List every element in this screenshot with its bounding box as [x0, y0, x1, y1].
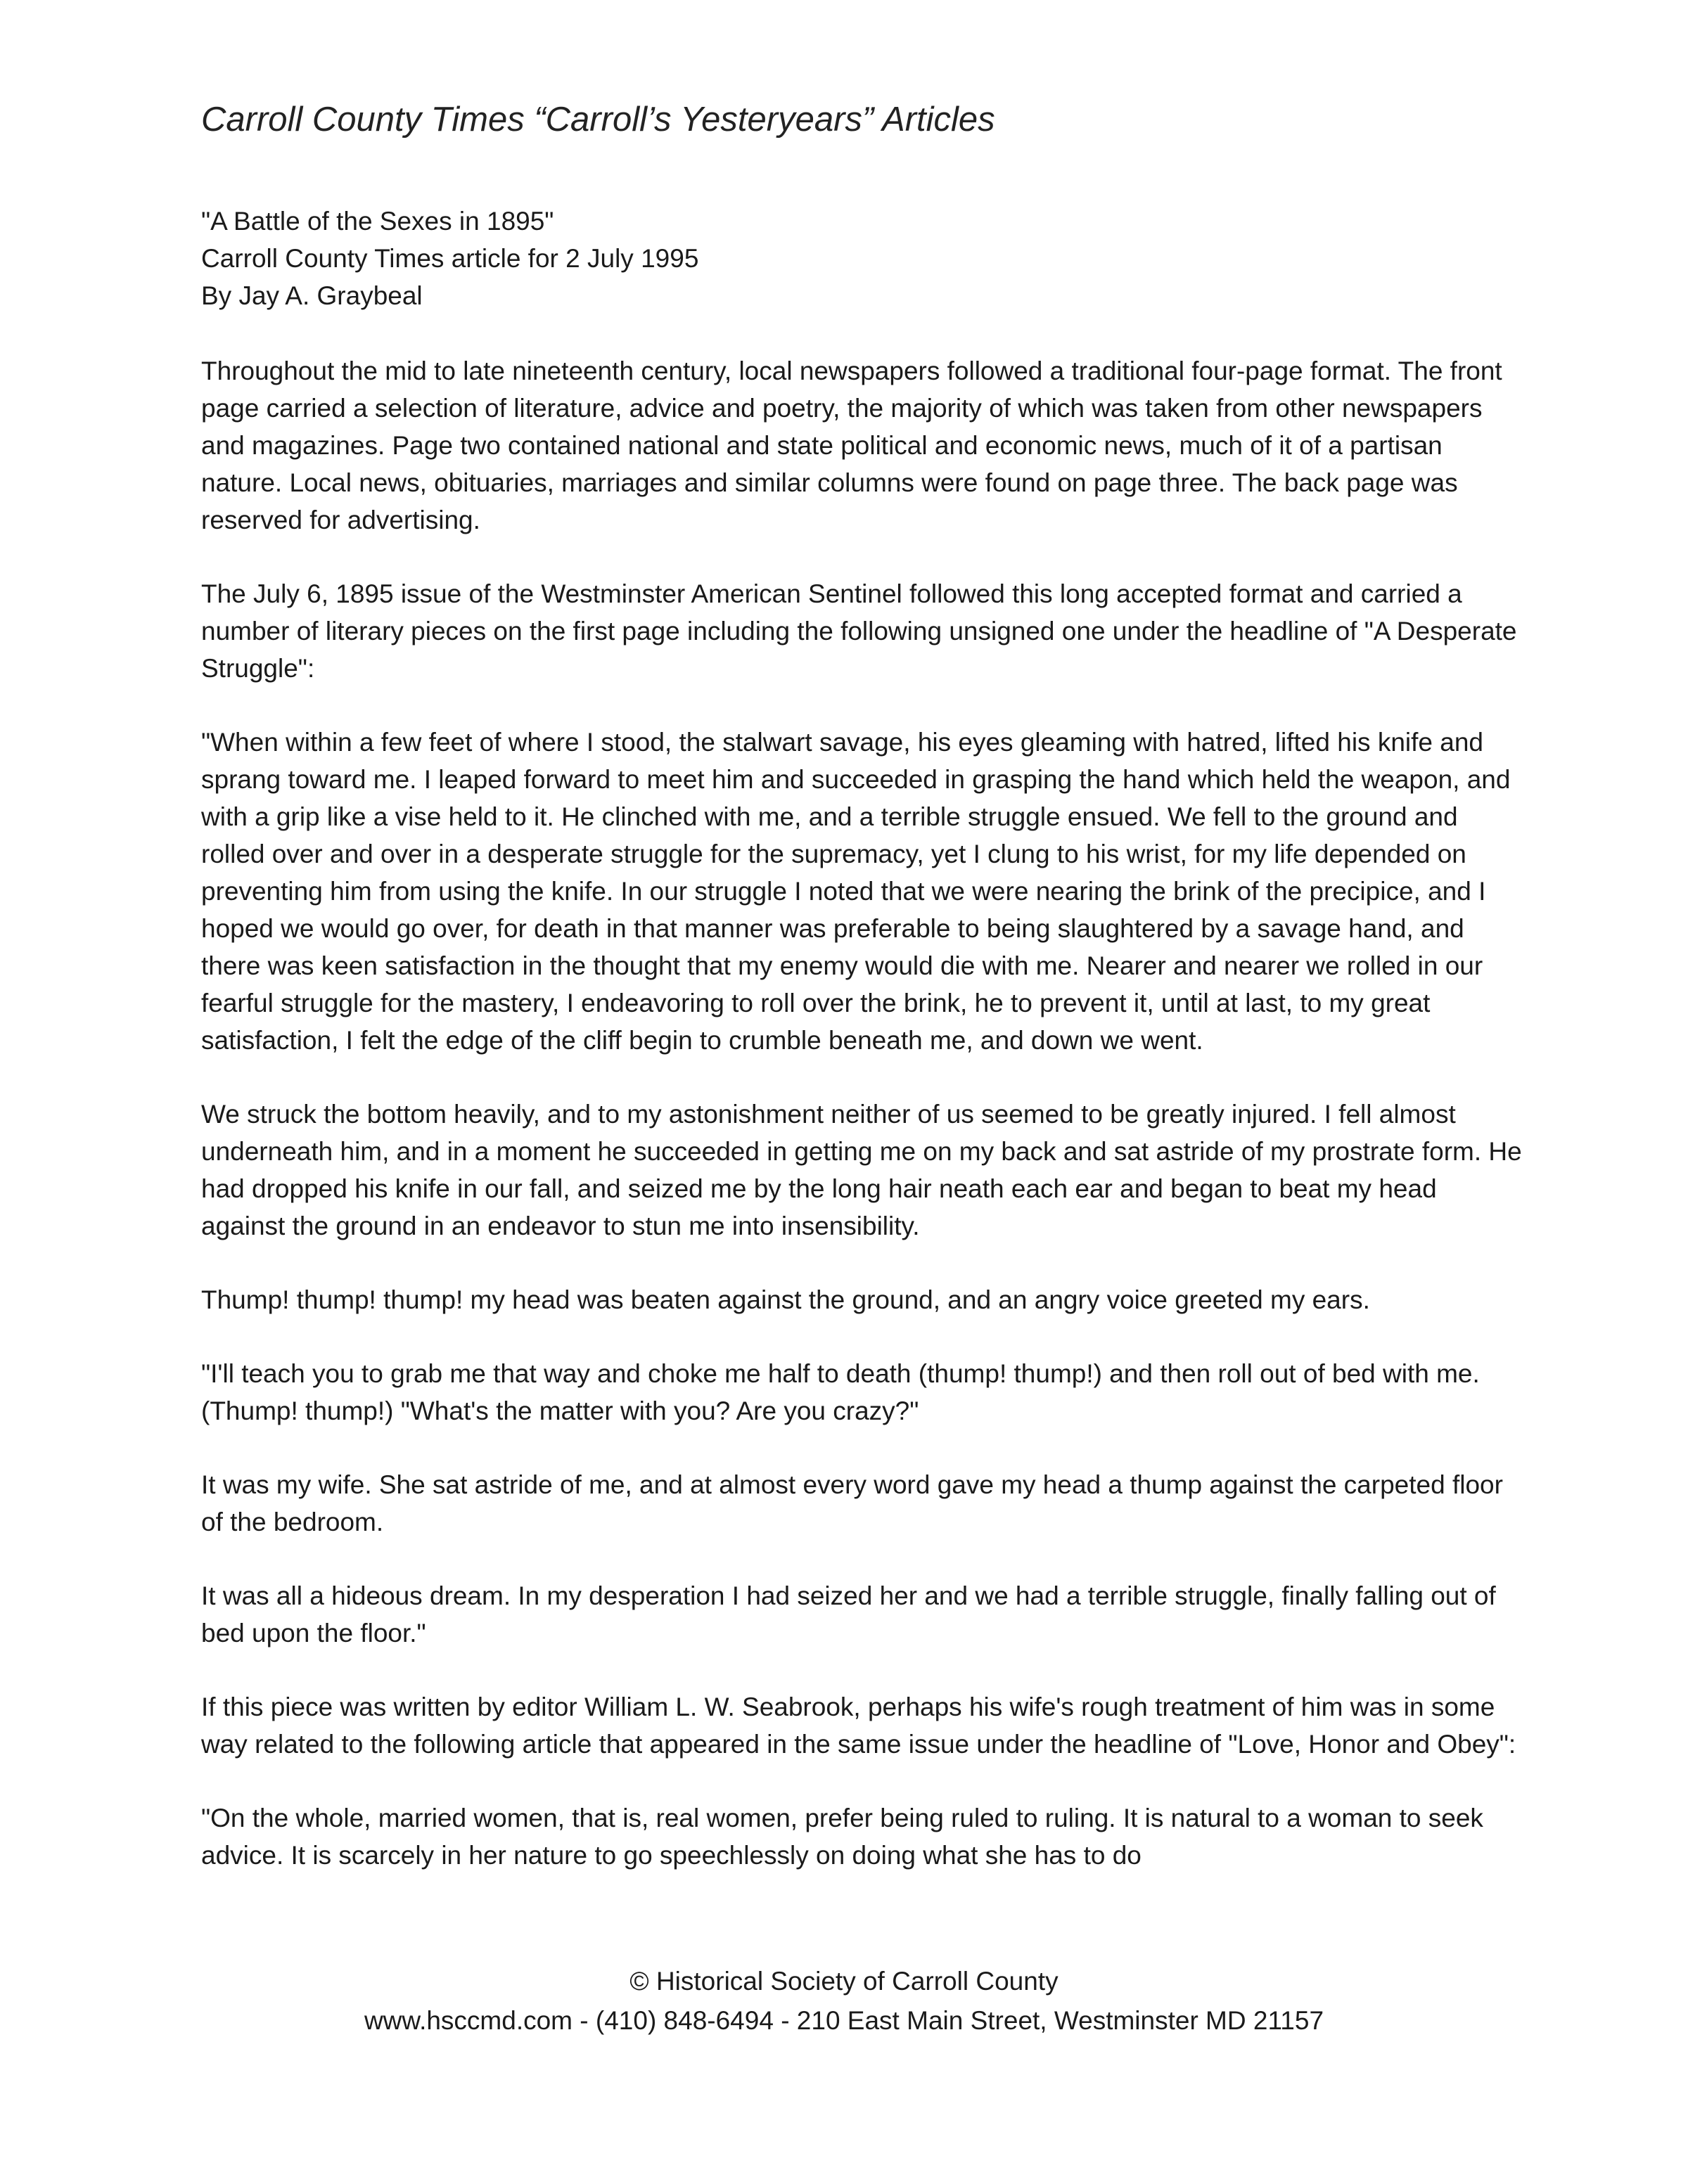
paragraph: The July 6, 1895 issue of the Westminster American Sentinel followed this long accepted format and carried a number of literary pieces on the first page including the following unsigned one under the headline of "A Desperate Struggle":	[201, 579, 1517, 683]
article-title: "A Battle of the Sexes in 1895"	[201, 207, 554, 236]
paragraph: "I'll teach you to grab me that way and choke me half to death (thump! thump!) and then roll out of bed with me. (Thump! thump!) "What's the matter with you? Are you crazy?"	[201, 1359, 1480, 1425]
series-title: Carroll County Times “Carroll’s Yesteryears” Articles	[201, 101, 995, 139]
publication-line: Carroll County Times article for 2 July 1995	[201, 244, 699, 273]
article-body	[201, 352, 1523, 1874]
page-footer	[0, 1962, 1688, 2041]
paragraph: It was my wife. She sat astride of me, and at almost every word gave my head a thump against the carpeted floor of the bedroom.	[201, 1470, 1503, 1536]
paragraph: "When within a few feet of where I stood, the stalwart savage, his eyes gleaming with hatred, lifted his knife and sprang toward me. I leaped forward to meet him and succeeded in grasping the hand which held the weapon, and with a grip like a vise held to it. He clinched with me, and a terrible struggle ensued. We fell to the ground and rolled over and over in a desperate struggle for the supremacy, yet I clung to his wrist, for my life depended on preventing him from using the knife. In our struggle I noted that we were nearing the brink of the precipice, and I hoped we would go over, for death in that manner was preferable to being slaughtered by a savage hand, and there was keen satisfaction in the thought that my enemy would die with me. Nearer and nearer we rolled in our fearful struggle for the mastery, I endeavoring to roll over the brink, he to prevent it, until at last, to my great satisfaction, I felt the edge of the cliff begin to crumble beneath me, and down we went.	[201, 728, 1511, 1055]
byline: By Jay A. Graybeal	[201, 281, 423, 310]
document-page	[201, 98, 1523, 1910]
paragraph: "On the whole, married women, that is, real women, prefer being ruled to ruling. It is natural to a woman to seek advice. It is scarcely in her nature to go speechlessly on doing what she has to do	[201, 1804, 1483, 1870]
article-meta	[201, 203, 1523, 314]
paragraph: If this piece was written by editor William L. W. Seabrook, perhaps his wife's rough treatment of him was in some way related to the following article that appeared in the same issue under the headline of "Love, Honor and Obey":	[201, 1692, 1516, 1759]
paragraph: Thump! thump! thump! my head was beaten against the ground, and an angry voice greeted my ears.	[201, 1285, 1370, 1314]
paragraph: It was all a hideous dream. In my desperation I had seized her and we had a terrible struggle, finally falling out of bed upon the floor."	[201, 1581, 1496, 1647]
paragraph: We struck the bottom heavily, and to my astonishment neither of us seemed to be greatly injured. I fell almost underneath him, and in a moment he succeeded in getting me on my back and sat astride of my prostrate form. He had dropped his knife in our fall, and seized me by the long hair neath each ear and began to beat my head against the ground in an endeavor to stun me into insensibility.	[201, 1100, 1522, 1240]
contact-line: www.hsccmd.com - (410) 848-6494 - 210 East Main Street, Westminster MD 21157	[364, 2006, 1324, 2035]
copyright-line: © Historical Society of Carroll County	[629, 1967, 1059, 1996]
paragraph: Throughout the mid to late nineteenth century, local newspapers followed a traditional four-page format. The front page carried a selection of literature, advice and poetry, the majority of which was taken from other newspapers and magazines. Page two contained national and state political and economic news, much of it of a partisan nature. Local news, obituaries, marriages and similar columns were found on page three. The back page was reserved for advertising.	[201, 356, 1502, 534]
